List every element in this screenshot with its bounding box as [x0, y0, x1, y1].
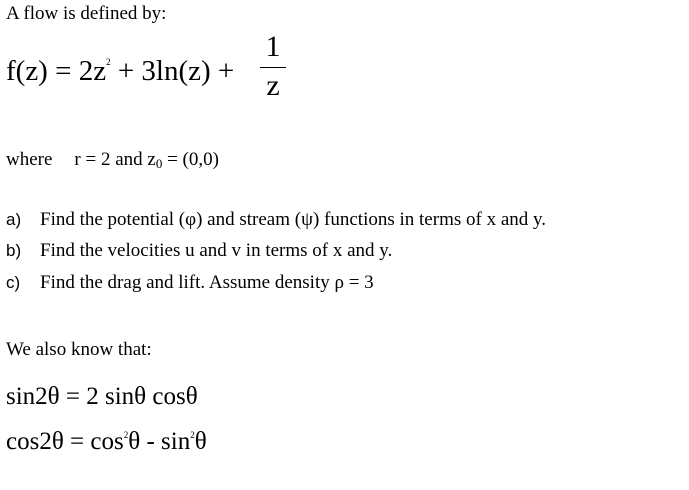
question-b	[6, 240, 392, 262]
equation-part1: f(z) = 2z	[6, 55, 107, 87]
where-prefix: where	[6, 149, 53, 170]
question-marker: b)	[6, 241, 22, 260]
where-line	[6, 149, 219, 171]
equation-lhs	[6, 55, 242, 88]
where-subscript: 0	[155, 156, 163, 171]
fraction-denominator: z	[266, 69, 280, 103]
identity-sin2theta: sin2θ = 2 sinθ cosθ	[6, 383, 198, 410]
fraction-bar	[260, 67, 286, 68]
question-a	[6, 209, 546, 231]
equation-fraction	[259, 30, 287, 101]
identity2-part1: cos2θ = cos	[6, 428, 124, 455]
intro-text: A flow is defined by:	[6, 3, 167, 24]
question-marker: c)	[6, 273, 21, 292]
identity2-exponent1: 2	[123, 430, 129, 440]
question-text: Find the velocities u and v in terms of x and y.	[40, 240, 393, 261]
question-text: Find the potential (φ) and stream (ψ) functions in terms of x and y.	[40, 209, 547, 230]
fraction-numerator: 1	[265, 30, 281, 63]
identity2-part2: θ - sin	[128, 428, 191, 455]
where-condition: r = 2 and z	[74, 149, 156, 170]
where-rest: = (0,0)	[162, 149, 219, 170]
question-c	[6, 272, 374, 294]
equation-part2: + 3ln(z) +	[110, 55, 242, 87]
equation-exponent: 2	[106, 57, 111, 67]
question-marker: a)	[6, 210, 22, 229]
question-text: Find the drag and lift. Assume density ρ = 3	[40, 272, 374, 293]
identity-cos2theta	[6, 428, 207, 456]
identity2-exponent2: 2	[190, 430, 195, 440]
identity2-part3: θ	[194, 428, 207, 455]
also-know-text: We also know that:	[6, 339, 152, 360]
